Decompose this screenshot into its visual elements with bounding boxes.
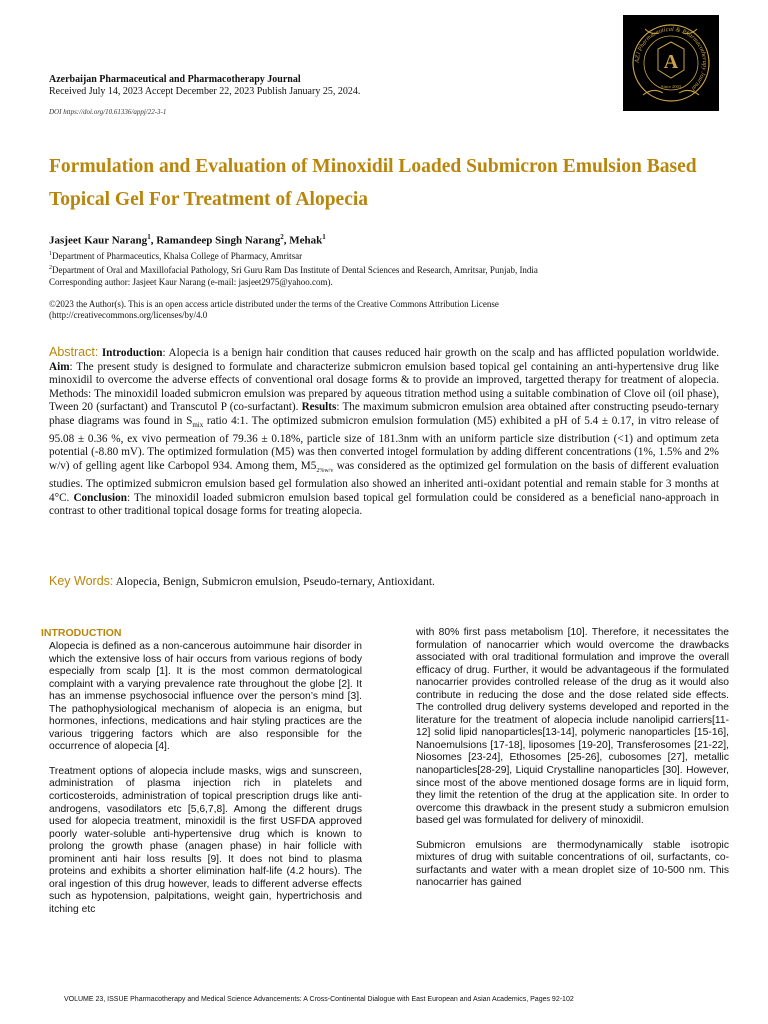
smix-subscript: mix (192, 420, 204, 429)
abstract-results-text: : The maximum submicron emulsion area obtained after constructing pseudo-ternary phase diagrams was found in S (49, 401, 720, 427)
publication-dates: Received July 14, 2023 Accept December 22, 2023 Publish January 25, 2024. (49, 86, 361, 97)
author-list (49, 230, 729, 248)
journal-name: Azerbaijan Pharmaceutical and Pharmacotherapy Journal (49, 74, 301, 85)
affiliation-1 (49, 248, 729, 262)
logo-since: Since 2003 (660, 84, 682, 89)
abstract-intro-label: Introduction (101, 347, 163, 359)
abstract-results-label: Results (301, 401, 337, 414)
doi-link[interactable]: DOI https://doi.org/10.61336/appj/22-3-1 (49, 108, 167, 116)
abstract-conclusion-text: : The minoxidil loaded submicron emulsion based topical gel formulation could be considered as a beneficial nano-approach in contrast to other traditional topical dosage forms for treating alopecia. (49, 491, 719, 518)
license-notice: ©2023 the Author(s). This is an open access article distributed under the terms of the Creative Commons Attribution License (http://creativecommons.org/licenses/by/4.0 (49, 298, 499, 320)
author-separator: , (283, 234, 290, 247)
body-column-left (41, 627, 362, 916)
body-paragraph: with 80% first pass metabolism [10]. Therefore, it necessitates the formulation of nanocarrier which would overcome the drawbacks associated with oral traditional formulation and improve the overall efficacy of drug. Further, it would be advantageous if the formulated nanocarrier provides controlled release of the drug as it would also contribute in reducing the dose and the dose related side effects. The controlled drug delivery systems developed and reported in the literature for the treatment of alopecia include nanolipid carriers[11-12] solid lipid nanoparticles[13-14], polymeric nanoparticles [15-16], Nanoemulsions [17-18], liposomes [19-20], Transferosomes [21-22], Niosomes [23-24], Ethosomes [25-26], cubosomes [27], metallic nanoparticles[28-29], Liquid Crystalline nanoparticles [30]. However, since most of the above mentioned dosage forms are in liquid form, they limit the retention of the drug at the application site. In order to overcome this drawback in the present study a submicron emulsion based gel was formulated for delivery of minoxidil. (416, 627, 729, 827)
author-name: Jasjeet Kaur Narang (49, 234, 148, 247)
logo-emblem-icon (623, 15, 719, 111)
author-affiliation-mark: 1 (147, 233, 151, 241)
page-footer: VOLUME 23, ISSUE Pharmacotherapy and Medical Science Advancements: A Cross-Continental Dialogue with East European and Asian Academics, Pages 92-102 (64, 996, 574, 1003)
affiliation-text: Department of Pharmaceutics, Khalsa College of Pharmacy, Amritsar (52, 250, 303, 261)
abstract-label: Abstract: (49, 345, 99, 359)
body-paragraph: Alopecia is defined as a non-cancerous autoimmune hair disorder in which the extensive loss of hair occurs from various regions of body especially from scalp [1]. It is the most common dermatological complaint with a varying prevalence rate throughout the globe [2]. It has an immense psychosocial influence over the person’s mind [3]. The pathophysiological mechanism of alopecia is an enigma, but hormones, infections, medications and hair styling practices are the various triggering factors which are also responsible for the occurrence of alopecia [4]. (49, 641, 362, 753)
abstract-intro-text: : Alopecia is a benign hair condition that causes reduced hair growth on the scalp and has afflicted population worldwide. (162, 347, 719, 359)
affiliation-2 (49, 262, 729, 276)
author-affiliation-mark: 1 (322, 233, 326, 241)
affiliation-mark: 2 (49, 264, 52, 271)
authors-block (49, 230, 729, 321)
author-name: Mehak (289, 234, 323, 247)
abstract (49, 346, 719, 519)
logo-ring-text: AZJ Pharmaceutical & Pharmacotherapy Journal (633, 25, 709, 92)
body-column-right (416, 627, 729, 890)
body-paragraph: Submicron emulsions are thermodynamically stable isotropic mixtures of drug with suitable concentrations of oil, surfactants, co-surfactants and water with a mean droplet size of 10-500 nm. This nanocarrier has gained (416, 839, 729, 889)
abstract-results-text: ratio 4:1. The optimized submicron emulsion formulation (M5) exhibited a pH of 5.4 ± 0.17, in vitro release of 95.08 ± 0.36 %, ex vivo permeation of 79.36 ± 0.18%, particle size of 181.3nm with an uniform particle size distribution (<1) and optimum zeta potential (-8.80 mV). The optimized formulation (M5) was then converted intogel formulation by adding different concentrations (1%, 1.5% and 2% w/v) of gelling agent like Carbopol 934. Among them, M5 (49, 414, 720, 472)
affiliation-mark: 1 (49, 250, 52, 257)
m5-subscript: 2%w/v (316, 467, 334, 474)
logo-letter: A (663, 51, 679, 73)
author-separator: , (150, 234, 157, 247)
keywords-label: Key Words: (49, 574, 114, 588)
affiliation-text: Department of Oral and Maxillofacial Pathology, Sri Guru Ram Das Institute of Dental Sciences and Research, Amritsar, Punjab, India (52, 264, 538, 275)
corresponding-author: Corresponding author: Jasjeet Kaur Narang (e-mail: jasjeet2975@yahoo.com). (49, 276, 333, 287)
abstract-conclusion-label: Conclusion (73, 491, 127, 504)
section-heading-introduction: INTRODUCTION (41, 627, 122, 639)
abstract-results-text: was considered as the optimized gel formulation on the basis of different evaluation studies. The optimized submicron emulsion based gel formulation also showed an inherited anti-oxidant potential and remain stable for 3 months at 4°C. (49, 459, 719, 504)
author-affiliation-mark: 2 (280, 233, 284, 241)
journal-header (49, 74, 609, 117)
abstract-aim-text: : The present study is designed to formulate and characterize submicron emulsion based topical gel containing an anti-hypertensive drug like minoxidil to overcome the adverse effects of conventional oral dosage forms & to provide an improved, targetted therapy for treatment of alopecia. Methods: The minoxidil loaded submicron emulsion was prepared by aqueous titration method using a suitable combination of Clove oil (oil phase), Tween 20 (surfactant) and Transcutol P (co-surfactant). (49, 360, 719, 414)
keywords-text: Alopecia, Benign, Submicron emulsion, Pseudo-ternary, Antioxidant. (115, 576, 435, 588)
keywords (49, 574, 719, 589)
author-name: Ramandeep Singh Narang (156, 234, 281, 247)
body-paragraph: Treatment options of alopecia include masks, wigs and sunscreen, administration of plasma injection rich in platelets and corticosteroids, administration of topical prescription drugs like anti-androgens, vasodilators etc [5,6,7,8]. Among the different drugs used for alopecia treatment, minoxidil is the first USFDA approved poorly water-soluble anti-hypertensive drug which is known to prolong the growth phase (anagen phase) in hair follicle with prominent anti hair loss results [9]. It does not bind to plasma proteins and exhibits a shorter elimination half-life (4.2 hours). The oral ingestion of this drug however, leads to different adverse effects such as hypotension, palpitations, weight gain, hypertrichosis and itching etc (49, 765, 362, 915)
article-title: Formulation and Evaluation of Minoxidil Loaded Submicron Emulsion Based Topical Gel For Treatment of Alopecia (49, 156, 697, 210)
abstract-aim-label: Aim (49, 360, 70, 373)
journal-logo (623, 15, 719, 111)
